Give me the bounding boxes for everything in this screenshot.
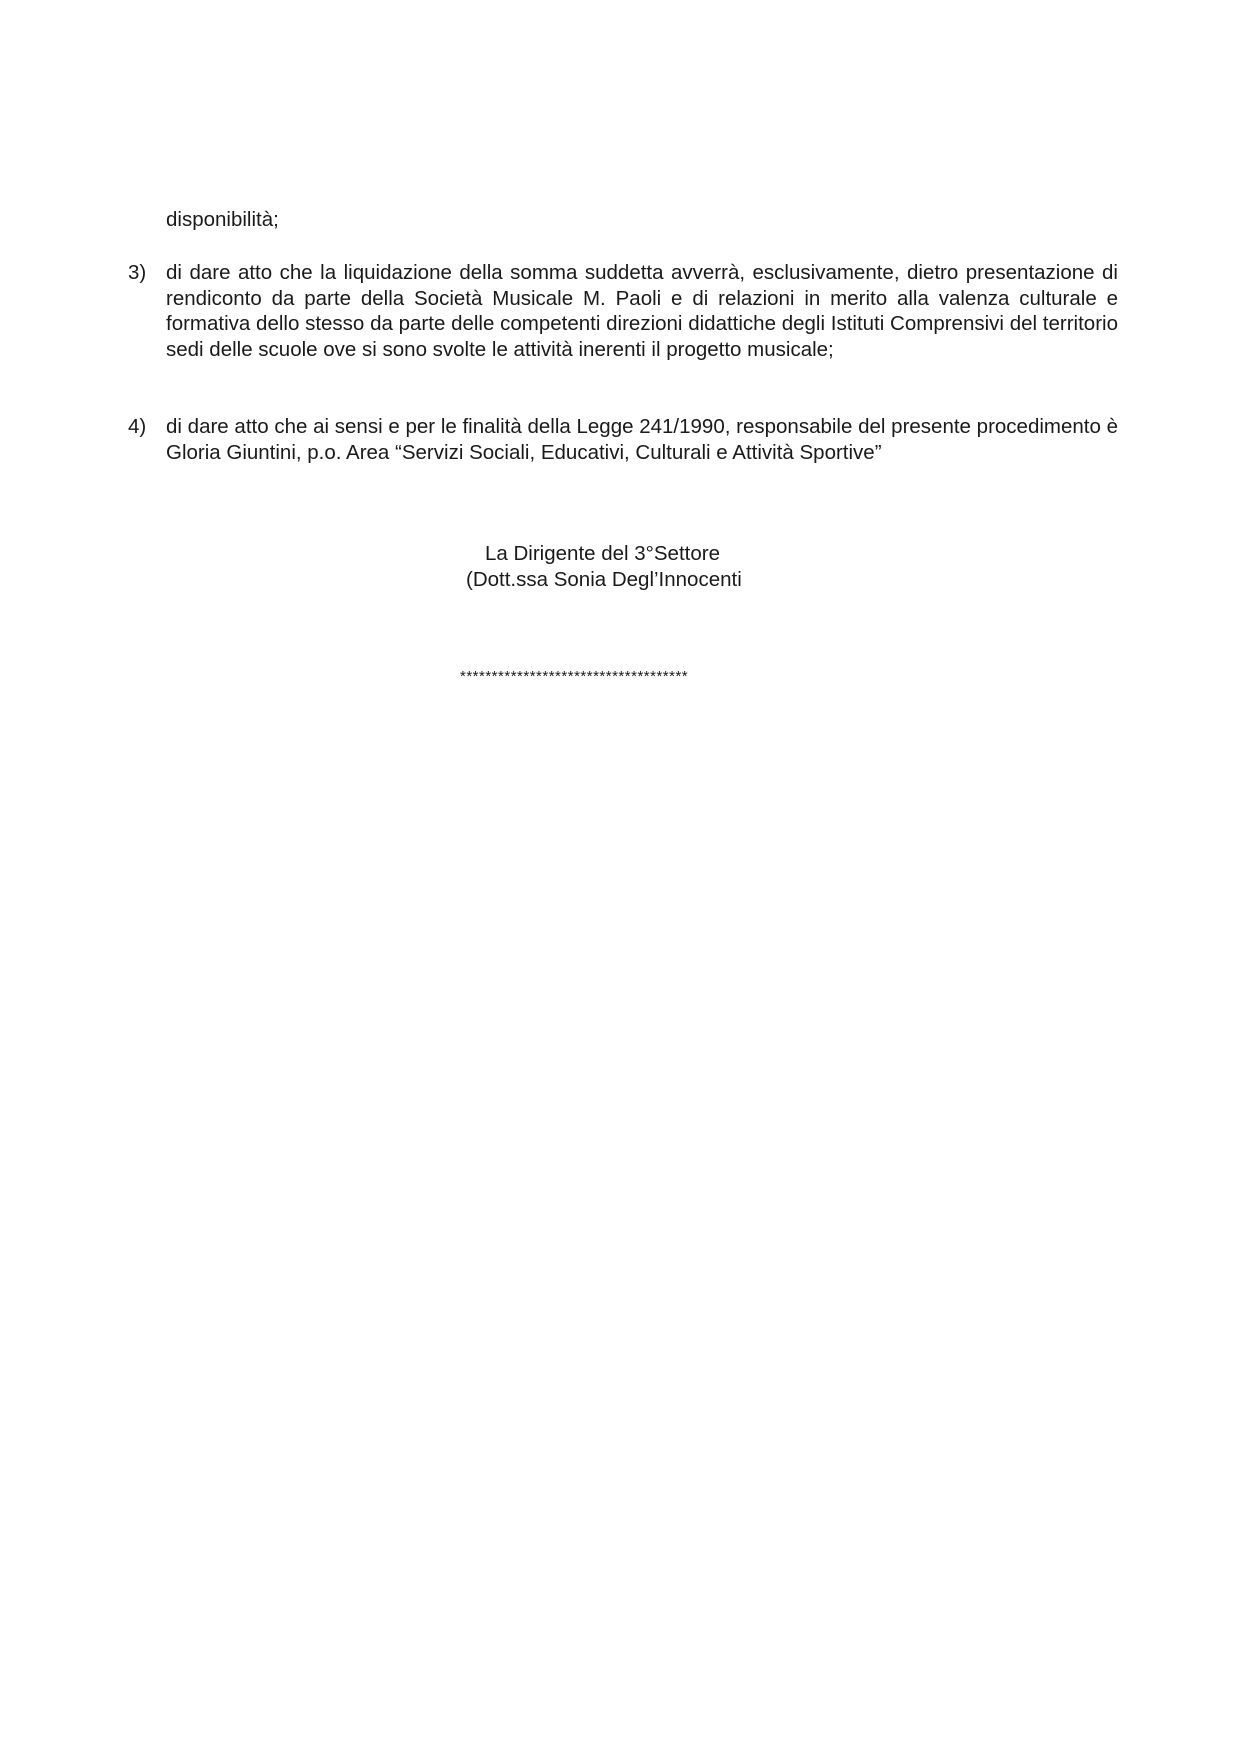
list-item-number: 4): [128, 415, 147, 438]
list-item: [128, 260, 1118, 362]
signature-name: (Dott.ssa Sonia Degl’Innocenti: [466, 567, 742, 591]
asterisk-separator: ************************************: [460, 668, 689, 685]
list-item-text: di dare atto che la liquidazione della somma suddetta avverrà, esclusivamente, dietro presentazione di rendiconto da parte della Società Musicale M. Paoli e di relazioni in merito alla valenza culturale e formativa dello stesso da parte delle competenti direzioni didattiche degli Istituti Comprensivi del territorio sedi delle scuole ove si sono svolte le attività inerenti il progetto musicale;: [166, 261, 1118, 361]
list-item: [128, 414, 1118, 465]
continuation-text: disponibilità;: [166, 208, 279, 231]
list-item-text: di dare atto che ai sensi e per le finalità della Legge 241/1990, responsabile del presente procedimento è Gloria Giuntini, p.o. Area “Servizi Sociali, Educativi, Culturali e Attività Sportive”: [166, 415, 1118, 464]
list-item-number: 3): [128, 261, 147, 284]
signature-role: La Dirigente del 3°Settore: [485, 542, 720, 565]
signature-block: [460, 541, 780, 592]
